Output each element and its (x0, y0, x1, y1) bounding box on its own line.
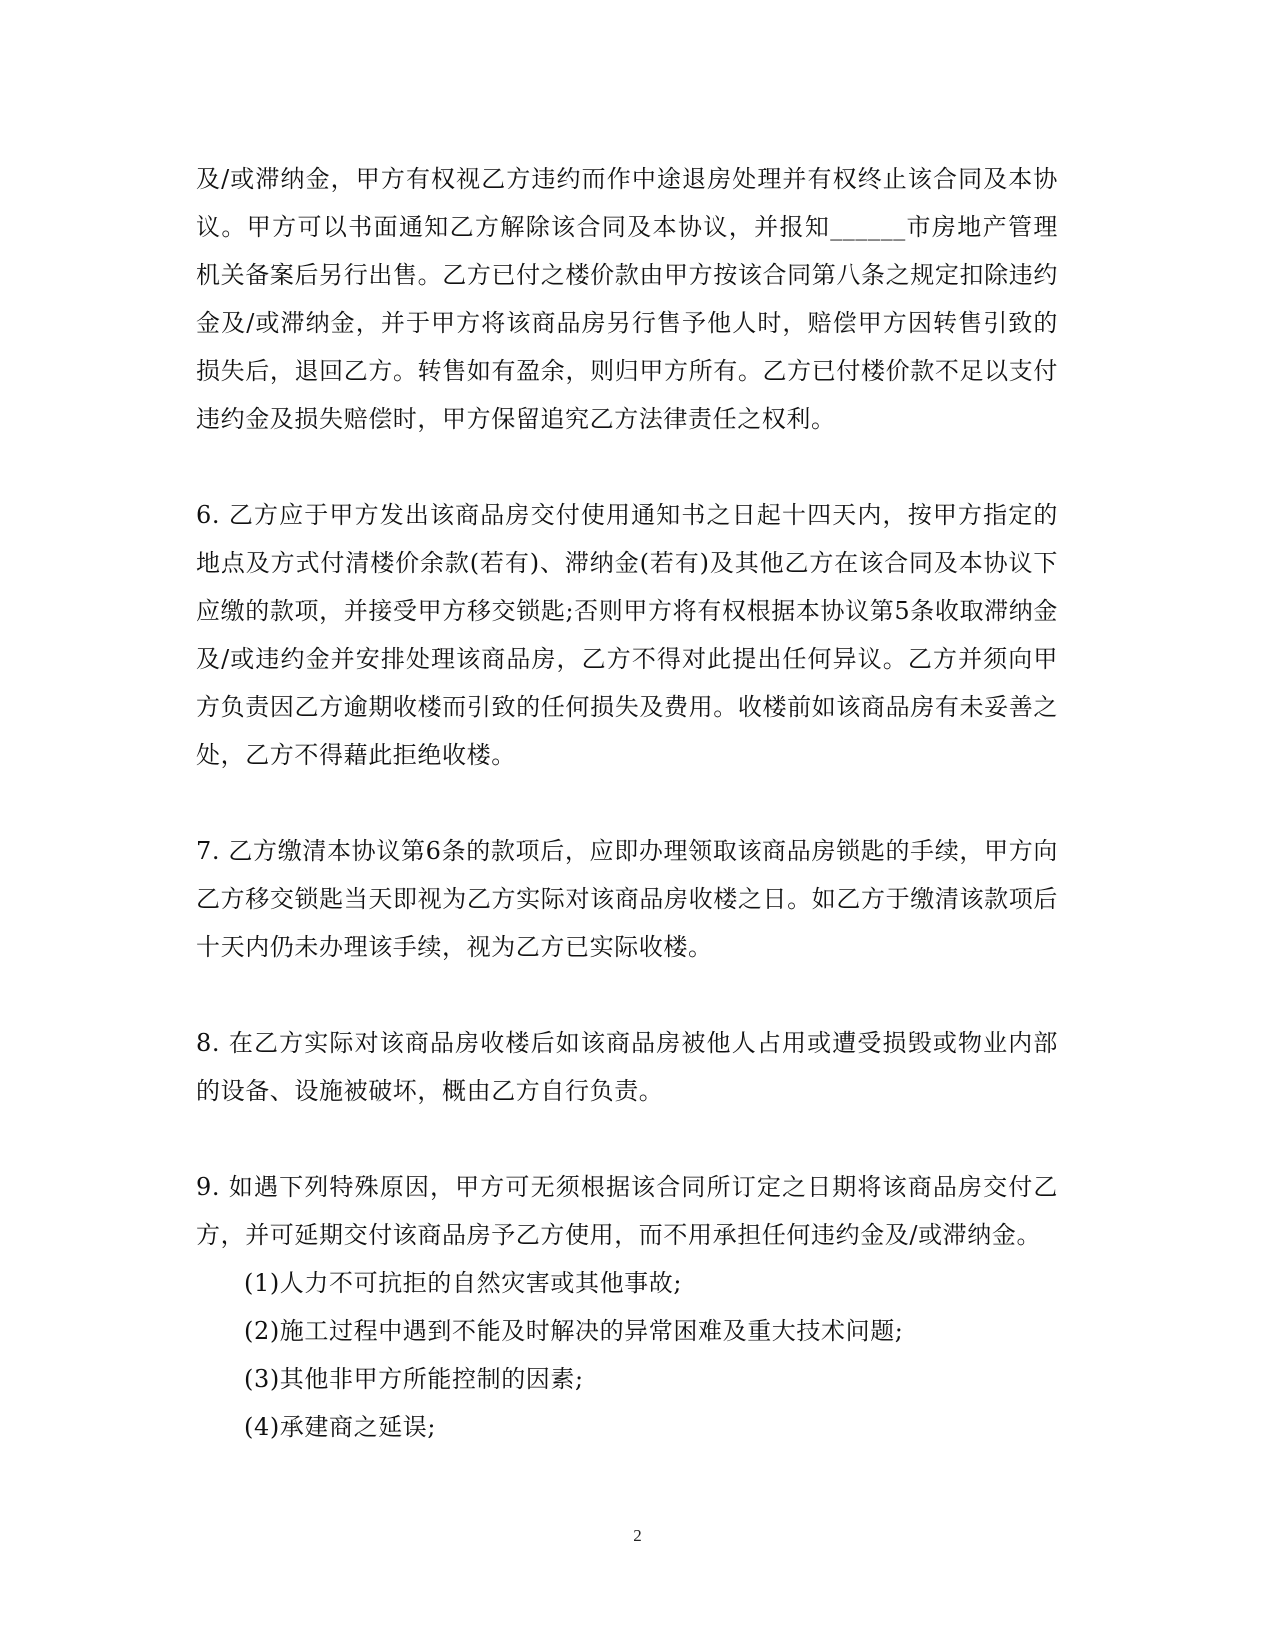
paragraph-spacer (196, 971, 1058, 1019)
clause-9: 9. 如遇下列特殊原因，甲方可无须根据该合同所订定之日期将该商品房交付乙方，并可延期交付该商品房予乙方使用，而不用承担任何违约金及/或滞纳金。 (196, 1173, 1058, 1249)
clause-6: 6. 乙方应于甲方发出该商品房交付使用通知书之日起十四天内，按甲方指定的地点及方式付清楼价余款(若有)、滞纳金(若有)及其他乙方在该合同及本协议下应缴的款项，并接受甲方移交锁匙;否则甲方将有权根据本协议第5条收取滞纳金及/或违约金并安排处理该商品房，乙方不得对此提出任何异议。乙方并须向甲方负责因乙方逾期收楼而引致的任何损失及费用。收楼前如该商品房有未妥善之处，乙方不得藉此拒绝收楼。 (196, 501, 1058, 769)
clause-7: 7. 乙方缴清本协议第6条的款项后，应即办理领取该商品房锁匙的手续，甲方向乙方移交锁匙当天即视为乙方实际对该商品房收楼之日。如乙方于缴清该款项后十天内仍未办理该手续，视为乙方已实际收楼。 (196, 837, 1058, 961)
paragraph-spacer (196, 1115, 1058, 1163)
clause-9-item-4: (4)承建商之延误; (244, 1413, 437, 1441)
paragraph-continuation: 及/或滞纳金，甲方有权视乙方违约而作中途退房处理并有权终止该合同及本协议。甲方可以书面通知乙方解除该合同及本协议，并报知______市房地产管理机关备案后另行出售。乙方已付之楼价款由甲方按该合同第八条之规定扣除违约金及/或滞纳金，并于甲方将该商品房另行售予他人时，赔偿甲方因转售引致的损失后，退回乙方。转售如有盈余，则归甲方所有。乙方已付楼价款不足以支付违约金及损失赔偿时，甲方保留追究乙方法律责任之权利。 (196, 165, 1058, 433)
clause-9-item-1: (1)人力不可抗拒的自然灾害或其他事故; (244, 1269, 683, 1297)
clause-9-item-2: (2)施工过程中遇到不能及时解决的异常困难及重大技术问题; (244, 1317, 904, 1345)
document-body (196, 155, 1058, 1451)
paragraph-spacer (196, 443, 1058, 491)
page-number: 2 (633, 1526, 642, 1545)
paragraph-spacer (196, 779, 1058, 827)
clause-8: 8. 在乙方实际对该商品房收楼后如该商品房被他人占用或遭受损毁或物业内部的设备、设施被破坏，概由乙方自行负责。 (196, 1029, 1058, 1105)
clause-9-item-3: (3)其他非甲方所能控制的因素; (244, 1365, 584, 1393)
